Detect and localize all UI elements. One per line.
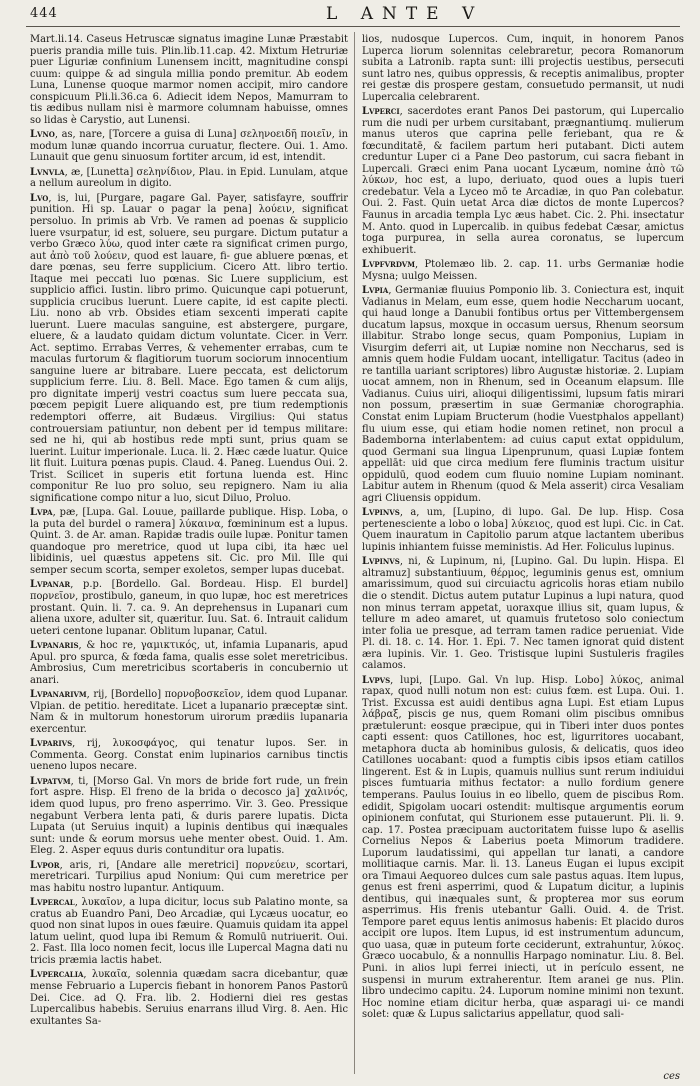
dictionary-entry [30, 34, 348, 126]
dictionary-entry [30, 897, 348, 966]
entry-text: Mart.li.14. Caseus Hetruscæ signatus imagine Lunæ Præstabit pueris prandia mille tuis. Plin.lib.11.cap. 42. Mixtum Hetruriæ puer Liguriæ confinium Lunensem incitt, magnitudine conspi cuum: quippe & ad singula millia pondo premitur. Ab eodem Luna, Lunense quoque marmor nomen accipit, miro candore conspicuum Pli.li.36.ca 6. Adiecit idem Nepos, Mamurram to tis ædibus nullam nisi è marmore columnam habuisse, omnes so lidas è Carystio, aut Lunensi. [30, 34, 348, 126]
column-divider [354, 32, 355, 1074]
entry-text: , a, um, [Lupino, di lupo. Gal. De lup. Hisp. Cosa pertenesciente a lobo o loba] λύκειος, quod est lupi. Cic. in Cat. Quem inauratum in Capitolio parum atque lactantem uberibus lupinis inhiantem fuisse meministis. Ad Her. Foliculus lupinus. [362, 507, 684, 553]
entry-text: , & hoc re, γαμικτικός, ut, infamia Lupanaris, apud Apul. pro spurca, & fœda fama, qualis esse solet meretricibus. Ambrosius, Cum meretricibus scortaberis in concubernio ut anari. [30, 640, 348, 686]
entry-text: , λυκαῖα, solennia quædam sacra dicebantur, quæ mense Februario a Lupercis fiebant in honorem Panos Pastorū Dei. Cice. ad Q. Fra. lib. 2. Hodierni diei res gestas Lupercalibus habebis. Seruius enarrans illud Virg. 8. Aen. Hic exultantes Sa- [30, 969, 348, 1027]
entry-text: , λυκαῖον, a lupa dicitur, locus sub Palatino monte, sa cratus ab Euandro Pani, Deo Arcadiæ, qui Lycæus uocatur, eo quod non sinat lupos in oues fæuire. Quamuis quidam ita appel latum uelint, quod lupa ibi Remum & Romulū nutriuerit. Oui. 2. Fast. Illa loco nomen fecit, locus ille Lupercal Magna dati nu tricis præmia lactis habet. [30, 897, 348, 966]
dictionary-entry [30, 860, 348, 895]
dictionary-entry [362, 285, 684, 504]
entry-text: , as, nare, [Torcere a guisa di Luna] σεληνοειδῆ ποιεῖν, in modum lunæ quando incorrua curuatur, flectere. Oui. 1. Amo. Lunauit que genu sinuosum fortiter arcum, id est, intendit. [30, 129, 348, 164]
catchword: ces [663, 1071, 680, 1082]
entry-headword: Lvperci [362, 106, 400, 118]
dictionary-entry [362, 556, 684, 671]
right-column [362, 34, 684, 1076]
entry-text: , sacerdotes erant Panos Dei pastorum, qui Lupercalio rum die nudi per urbem cursitabant, prægnantiumq. mulierum manus uteros que caprina pelle feriebant, qua re & fœcunditatē, & facilem partum heri putabant. Dicti autem creduntur Luper ci a Pane Deo pastorum, cui sacra fiebant in Lupercali. Græci enim Pana uocant Lycæum, nomine ἀπὸ τῶ λύκων, hoc est, a lupo, deriuato, quod oues a lupis tueri credebatur. Vela a Lyceo mō te Arcadiæ, in quo Pan colebatur. Oui. 2. Fast. Quin uetat Arca diæ dictos de monte Lupercos? Faunus in arcadia templa Lyc æus habet. Cic. 2. Phi. insectatur M. Anto. quod in Lupercalib. in quibus fedebat Cæsar, amictus toga purpurea, in sella aurea coronatus, se lupercum exhibuerit. [362, 106, 684, 256]
entry-text: , pæ, [Lupa. Gal. Louue, paillarde publique. Hisp. Loba, o la puta del burdel o ramera] λύκαινα, fœmininum est a lupus. Quint. 3. de Ar. aman. Rapidæ tradis ouile lupæ. Ponitur tamen quandoque pro meretrice, quod ut lupa cibi, ita hæc uel libidinis, uel quæstus appetens sit. Cic. pro Mil. Ille qui semper secum scorta, semper exoletos, semper lupas ducebat. [30, 507, 348, 576]
page-header [26, 2, 680, 27]
entry-headword: Lvpfvrdvm [362, 259, 415, 271]
entry-headword: Lvparivs [30, 738, 73, 750]
entry-headword: Lvpanaris [30, 640, 79, 652]
left-column [30, 34, 348, 1076]
dictionary-entry [362, 34, 684, 103]
entry-text: , aris, ri, [Andare alle meretrici] πορνεύειν, scortari, meretricari. Turpilius apud Nonium: Qui cum meretrice per mas habitu nostro lupantur. Antiquum. [30, 859, 348, 894]
entry-text: , is, lui, [Purgare, pagare Gal. Payer, satisfayre, souffrir punition. Hi sp. Lauar o pagar la pena] λούειν, significat persoluo. In primis ab Vrb. Ve ramen ad poenas & supplicio luere vsurpatur, id est, soluere, seu purgare. Dictum putatur a verbo Græco λύω, quod inter cæte ra significat crimen purgo, aut ἀπὸ τοῦ λούειν, quod est lauare, fi- gue abluere pœnas, et dare pœnas, seu ferre supplicium. Cicero Att. libro tertio. Itaque mei peccati luo pœnas. Sic Luere supplicium, est supplicio affici. Iustin. libro primo. Quicunque capi potuerunt, supplicia crucibus luerunt. Luere capite, id est capite plecti. Liu. nono ab vrb. Obsides etiam sexcenti imperati capite luerunt. Luere maculas sanguine, est abstergere, purgare, eluere, & a laudato quidam dictum voluntate. Cicer. in Verr. Act. septimo. Errabas Verres, & vehementer errabas, cum te maculas furtorum & flagitiorum tuorum sociorum innocentium sanguine luere ar bitrabare. Luere peccata, est delictorum supplicium ferre. Liu. 8. Bell. Mace. Ego tamen & cum alijs, pro dignitate imperij vestri coactus sum luere peccata sua, pœcem pepigit Luere aliquando est, pre tium redemptionis redemptori offerre, ait Budæus. Virgilius: Qui status controuersiam patiuntur, non debent per id tempus militare: sed ne hi, qui ab hostibus rede mpti sunt, prius quam se luerint. Luitur imperionale. Luca. li. 2. Hæc cæde luatur. Quice lit fluit. Luitura pœnas pupis. Claud. 4. Paneg. Luendus Oui. 2. Trist. Scilicet in superis etit fortuna luenda est. Hinc componitur Re luo pro soluo, seu repignero. Nam iu alia significatione compo nitur a luo, sicut Diluo, Proluo. [30, 192, 348, 504]
dictionary-entry [30, 776, 348, 857]
entry-text: , Germaniæ fluuius Pomponio lib. 3. Coniectura est, inquit Vadianus in Melam, eum esse, quem hodie Neccharum uocant, qui haud longe a Danubii fontibus ortus per Vittembergensem ducatum lapsus, moxque in occasum uersus, Rhenum seorsum illabitur. Strabo longe secus, quam Pomponius, Lupiam in Visurgim deferri ait, ut Lupiæ nomine non Neccharus, sed is amnis quem hodie Fuldam uocant, intelligatur. Tacitus (adeo in re tantilla uariant scriptores) libro Augustæ historiæ. 2. Lupiam uocat amnem, non in Rhenum, sed in Oceanum elapsum. Ille Vadianus. Cuius uiri, alioqui diligentissimi, lupsum fatis mirari non possum, præsertim in suæ Germaniæ chorographia. Constat enim Lupiam Bructerum (hodie Vuestphalos appellant) flu uium esse, qui etiam hodie nomen retinet, non procul a Bademborna interlabentem: ad cuius caput extat oppidulum, quod Germani sua lingua Lipenprunum, quasi Lupiæ fontem appellāt: uid que circa medium fere fluminis tractum uisitur oppidulū, quod eodem cum fluuio nomine Lupiam nominant. Labitur autem in Rhenum (quod & Mela asserit) circa Vesaliam agri Cliuensis oppidum. [362, 285, 684, 504]
entry-headword: Lvpercal [30, 897, 75, 909]
dictionary-entry [30, 640, 348, 686]
entry-text: lios, nudosque Lupercos. Cum, inquit, in honorem Panos Luperca liorum solennitas celebraretur, pecora Romanorum subita a Latronib. rapta sunt: illi projectis uestibus, persecuti sunt latro nes, quibus oppressis, & receptis animalibus, propter rei gestæ dis prospere gestam, consuetudo permansit, ut nudi Lupercalia celebrarent. [362, 34, 684, 103]
entry-headword: Lvpercalia [30, 969, 84, 981]
page-number: 444 [30, 6, 58, 21]
dictionary-entry [30, 738, 348, 773]
entry-headword: Lvpor [30, 859, 60, 871]
entry-headword: Lvpinvs [362, 507, 400, 519]
entry-text: , ti, [Morso Gal. Vn mors de bride fort rude, un frein fort aspre. Hisp. El freno de la brida o decosco ja] χαλινός, idem quod lupus, pro freno asperrimo. Vir. 3. Geo. Pressique negabunt Verbera lenta pati, & duris parere lupatis. Dicta Lupata (ut Seruius inquit) a lupinis dentibus qui inæquales sunt: unde & eorum morsus uehe menter obest. Ouid. 1. Am. Eleg. 2. Asper equus duris contunditur ora lupatis. [30, 775, 348, 857]
entry-text: , Ptolemæo lib. 2. cap. 11. urbs Germaniæ hodie Mysna; uulgo Meissen. [362, 259, 684, 282]
dictionary-entry [30, 579, 348, 637]
dictionary-entry [362, 259, 684, 282]
dictionary-entry [30, 167, 348, 190]
entry-headword: Lvno [30, 129, 55, 141]
entry-headword: Lvpinvs [362, 556, 400, 568]
entry-text: , p.p. [Bordello. Gal. Bordeau. Hisp. El burdel] πορνεῖον, prostibulo, ganeum, in quo lupæ, hoc est meretrices prostant. Quin. li. 7. ca. 9. An deprehensus in Lupanari cum aliena uxore, adulter sit, quæritur. Iuu. Sat. 6. Intrauit calidum ueteri centone lupanar. Oblitum lupanar, Catul. [30, 579, 348, 637]
dictionary-entry [362, 675, 684, 1021]
dictionary-entry [30, 193, 348, 504]
entry-text: , æ, [Lunetta] σεληνίδιον, Plau. in Epid. Lunulam, atque a nellum aureolum in digito. [30, 166, 348, 190]
running-head: L ANTE V [326, 4, 484, 24]
dictionary-entry [30, 969, 348, 1027]
entry-headword: Lvo [30, 192, 49, 204]
entry-text: , lupi, [Lupo. Gal. Vn lup. Hisp. Lobo] λύκος, animal rapax, quod nulli notum non est: cuius fœm. est Lupa. Oui. 1. Trist. Excussa est auidi dentibus agna Lupi. Est etiam Lupus λάβραξ, piscis ge nus, quem Romani olim piscibus omnibus prætulerunt: eosque præcipue, qui in Tiberi inter duos pontes capti essent: quos Catillones, hoc est, ligurritores uocabant, metaphora ducta ab hominibus gulosis, & delicatis, quos ideo Catillones uocabant: quod a fumptis cibis ipsos etiam catillos lingerent. Est & in Lupis, quamuis nullius sunt rerum indiuidui pisces fumtuaria mithus fectator: a nullo fordium genere temperans. Paulus Iouius in eo libello, quem de piscibus Rom. edidit, Spigolam uocari ostendit: multisque argumentis eorum opinionem confutat, qui Sturionem esse putauerunt. Pli. li. 9. cap. 17. Postea præcipuam auctoritatem fuisse lupo & asellis Cornelius Nepos & Laberius poeta Mimorum tradidere. Luporum laudatissimi, qui appellan tur lanati, a candore mollitiaque carnis. Mar. li. 13. Laneus Eugan ei lupus excipit ora Timaui Aequoreo dulces cum sale pastus aquas. Item lupus, genus est freni asperrimi, quod & Lupatum dicitur, a lupinis dentibus, qui inæquales sunt, & propterea mor sus eorum asperrimus. His frenis utebantur Galli. Ouid. 4. de Trist. Tempore paret equus lentis animosus habenis: Et placido duros accipit ore lupos. Item Lupus, id est instrumentum aduncum, quo uasa, quæ in puteum forte ceciderunt, extrahuntur, λύκος. Græco uocabulo, & a nonnullis Harpago nominatur. Liu. 8. Bel. Puni. in alios lupi ferrei iniecti, ut in perículo essent, ne suspensi in murum extraherentur. Item aranei ge nus. Plin. libro undecimo capitu. 24. Luporum nomine minimi non texunt. Hoc nomine etiam dicitur herba, quæ asparagi ui- ce mandi solet: quæ & Lupus salictarius appellatur, quod sali- [362, 674, 684, 1021]
entry-text: , ni, & Lupinum, ni, [Lupino. Gal. Du lupin. Hispa. El altramuz] substantiuum, θέρμος, leguminis genus est, omnium amarissimum, quod sui circuiactu agricolis horas etiam nubilo die o stendit. Dictus autem putatur Lupinus a lupi natura, quod non minus terram appetat, uoraxque illius sit, quam lupus, & tellure m adeo amaret, ut quamuis frutetoso solo coniectum inter folia ue presque, ad terram tamen radice perueniat. Vide Pl. di. 18. c. 14. Hor. 1. Epi. 7. Nec tamen ignorat quid distent æra lupinis. Vir. 1. Geo. Tristisque lupini Sustuleris fragiles calamos. [362, 556, 684, 672]
dictionary-entry [30, 129, 348, 164]
dictionary-entry [30, 507, 348, 576]
entry-headword: Lvnvla [30, 166, 65, 178]
entry-headword: Lvpanarivm [30, 689, 87, 701]
entry-headword: Lvpanar [30, 579, 71, 591]
entry-headword: Lvpatvm [30, 775, 71, 787]
entry-text: , rij, [Bordello] πορνοβοσκεῖον, idem quod Lupanar. Vlpian. de petitio. hereditate. Licet a lupanario præceptæ sint. Nam & in multorum honestorum uirorum prædiis lupanaria exercentur. [30, 689, 348, 735]
entry-headword: Lvpa [30, 507, 53, 519]
entry-headword: Lvpia [362, 285, 389, 297]
dictionary-entry [362, 106, 684, 256]
entry-text: , rij, λυκοσφάγος, qui tenatur lupos. Ser. in Commenta. Georg. Constat enim lupinarios carnibus tinctis ueneno lupos necare. [30, 738, 348, 773]
dictionary-entry [362, 507, 684, 553]
entry-headword: Lvpvs [362, 674, 391, 686]
dictionary-entry [30, 689, 348, 735]
